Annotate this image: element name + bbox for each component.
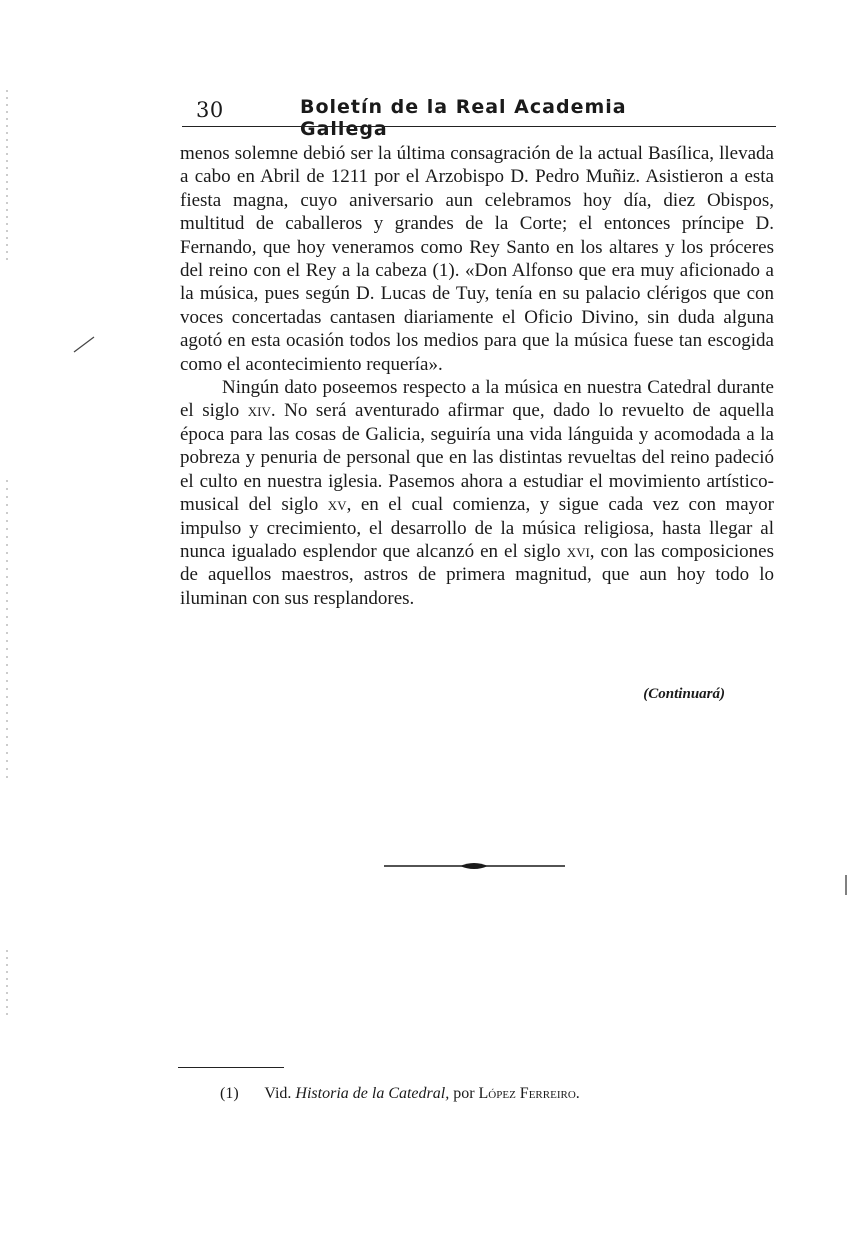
paragraph-1: menos solemne debió ser la última consagración de la actual Basílica, llevada a cabo en Abril de 1211 por el Arzobispo D. Pedro Muñiz. Asistieron a esta fiesta magna, cuyo aniversario aun celebramos hoy día, diez Obispos, multitud de caballeros y grandes de la Corte; el entonces príncipe D. Fernando, que hoy veneramos como Rey Santo en los altares y los próceres del reino con el Rey a la cabeza (1). «Don Alfonso que era muy aficionado a la música, pues según D. Lucas de Tuy, tenía en su palacio clérigos que con voces concertadas cantasen diariamente el Oficio Divino, sin duda alguna agotó en esta ocasión todos los medios para que la música fuese tan escogida como el acontecimiento requería». [180, 143, 774, 375]
footnote-work-title: Historia de la Catedral, [295, 1085, 450, 1102]
footnote-prefix: Vid. [264, 1085, 292, 1102]
century-xv: xv [327, 494, 347, 516]
running-title: Boletín de la Real Academia Gallega [300, 96, 627, 140]
page-number: 30 [196, 98, 224, 122]
footnote-rule [178, 1067, 284, 1068]
main-text [180, 142, 774, 610]
header-rule [182, 126, 776, 127]
century-xiv: xiv [247, 400, 271, 422]
paragraph-2-part-d: , con las composiciones de aquellos maestros, astros de primera magnitud, que aun hoy todo lo iluminan con sus resplandores. [180, 540, 775, 609]
paragraph-2-part-a: Ningún dato poseemos respecto a la música en nuestra Catedral durante el siglo [180, 377, 774, 422]
footnote [220, 1085, 780, 1103]
century-xvi: xvi [566, 540, 590, 562]
continuation-note: (Continuará) [643, 686, 725, 702]
footnote-marker: (1) [220, 1085, 239, 1102]
footnote-author: López Ferreiro. [478, 1085, 580, 1102]
paragraph-2-part-b: . No será aventurado afirmar que, dado lo revuelto de aquella época para las cosas de Galicia, seguiría una vida lánguida y acomodada a la pobreza y penuria de personal que en las distintas revueltas del reino padeció el culto en nuestra iglesia. Pasemos ahora a estudiar el movimiento artístico-musical del siglo [180, 400, 775, 516]
ornamental-divider [382, 856, 567, 876]
paragraph-2-part-c: , en el cual comienza, y sigue cada vez con mayor impulso y crecimiento, el desarrollo de la música religiosa, hasta llegar al nunca igualado esplendor que alcanzó en el siglo [180, 494, 774, 562]
paragraph-2 [180, 376, 774, 610]
footnote-by: por [453, 1085, 475, 1102]
